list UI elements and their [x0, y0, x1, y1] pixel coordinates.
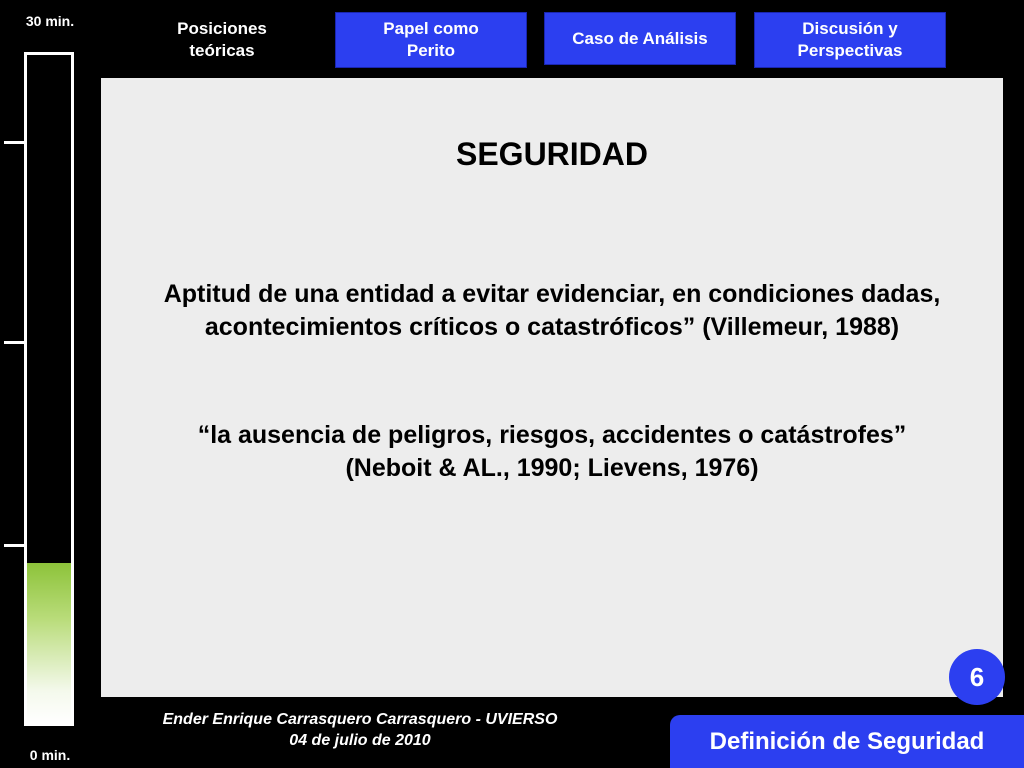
timer-progress-fill	[27, 563, 71, 723]
timer-min-label: 0 min.	[29, 747, 71, 763]
nav-tab-discusion-perspectivas[interactable]: Discusión y Perspectivas	[754, 12, 946, 68]
timer-tick	[4, 341, 24, 344]
timer-bar	[24, 52, 74, 726]
nav-tab-posiciones-teoricas[interactable]: Posiciones teóricas	[177, 19, 267, 60]
definition-quote-villemeur: Aptitud de una entidad a evitar evidenciar, en condiciones dadas, acontecimientos críticos o catastróficos” (Villemeur, 1988)	[163, 280, 941, 341]
section-label[interactable]: Definición de Seguridad	[670, 715, 1024, 768]
page-number-badge: 6	[949, 649, 1005, 705]
nav-tab-caso-de-analisis[interactable]: Caso de Análisis	[544, 12, 736, 65]
timer-max-label: 30 min.	[25, 13, 75, 29]
slide-title: SEGURIDAD	[455, 136, 648, 172]
definition-quote-neboit: “la ausencia de peligros, riesgos, accidentes o catástrofes” (Neboit & AL., 1990; Lievens, 1976)	[197, 421, 907, 482]
slide-content-panel	[101, 78, 1003, 697]
timer-tick	[4, 544, 24, 547]
timer-tick	[4, 141, 24, 144]
footer-author: Ender Enrique Carrasquero Carrasquero - UVIERSO	[162, 711, 558, 728]
footer-date: 04 de julio de 2010	[289, 732, 431, 749]
nav-tab-papel-como-perito[interactable]: Papel como Perito	[335, 12, 527, 68]
